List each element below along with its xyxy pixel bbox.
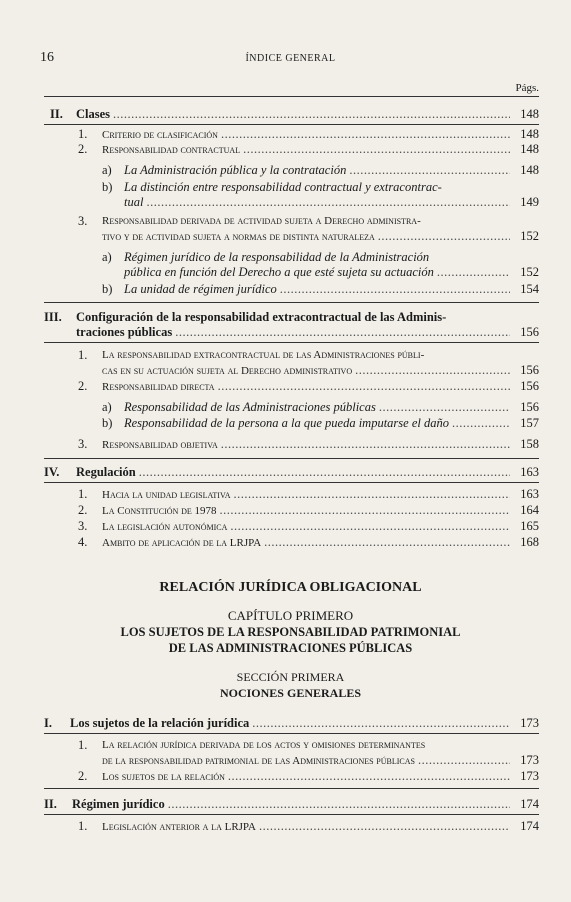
top-rule [44, 96, 539, 97]
toc-entry-III-2a[interactable]: a) Responsabilidad de las Administraciones públicas ..... 156 [102, 400, 539, 415]
toc-entry-I-2[interactable]: 2. Los sujetos de la relación ..... 173 [78, 769, 539, 785]
running-title: ÍNDICE GENERAL [245, 53, 336, 64]
section-rule [44, 733, 539, 734]
toc-entry-IV-4[interactable]: 4. Ambito de aplicación de la LRJPA ..... 168 [78, 535, 539, 551]
toc-entry-IV[interactable]: IV. Regulación ..... 163 [44, 465, 539, 480]
section-rule [44, 788, 539, 789]
toc-entry-II[interactable]: II. Clases ..... 148 [50, 107, 539, 122]
toc-entry-II-regimen[interactable]: II. Régimen jurídico ..... 174 [44, 797, 539, 812]
section-heading: SECCIÓN PRIMERA [236, 670, 345, 684]
toc-entry-III-3[interactable]: 3. Responsabilidad objetiva ..... 158 [78, 437, 539, 453]
section-rule [44, 342, 539, 343]
section-rule [44, 458, 539, 459]
toc-entry-IV-1[interactable]: 1. Hacia la unidad legislativa ..... 163 [78, 487, 539, 503]
toc-entry-II-3a[interactable]: a) Régimen jurídico de la responsabilidad de la Administración pública en función del Derecho a que esté sujeta su actuación ..... 152 [102, 250, 539, 280]
section-rule [44, 302, 539, 303]
toc-entry-II-1[interactable]: 1. Criterio de clasificación ..... 148 [78, 127, 539, 143]
toc-entry-III-2[interactable]: 2. Responsabilidad directa ..... 156 [78, 379, 539, 395]
toc-entry-II-3b[interactable]: b) La unidad de régimen jurídico ..... 154 [102, 282, 539, 297]
section-title: NOCIONES GENERALES [219, 686, 362, 700]
page-number: 16 [40, 50, 54, 65]
section-rule [44, 124, 539, 125]
chapter-title-line2: DE LAS ADMINISTRACIONES PÚBLICAS [168, 641, 413, 655]
chapter-heading: CAPÍTULO PRIMERO [227, 608, 354, 623]
part-heading: RELACIÓN JURÍDICA OBLIGACIONAL [159, 580, 422, 595]
toc-entry-III-1[interactable]: 1. La responsabilidad extracontractual de las Administraciones públi- cas en su actuación sujeta al Derecho administrativo ..... 156 [78, 348, 539, 379]
toc-entry-I[interactable]: I. Los sujetos de la relación jurídica ..... 173 [44, 716, 539, 731]
toc-entry-II-3[interactable]: 3. Responsabilidad derivada de actividad sujeta a Derecho administra- tivo y de actividad sujeta a normas de distinta naturaleza ..... 152 [78, 214, 539, 245]
chapter-title-line1: LOS SUJETOS DE LA RESPONSABILIDAD PATRIMONIAL [120, 625, 461, 639]
section-rule [44, 482, 539, 483]
toc-entry-II-2[interactable]: 2. Responsabilidad contractual ..... 148 [78, 142, 539, 158]
toc-entry-I-1[interactable]: 1. La relación jurídica derivada de los actos y omisiones determinantes de la responsabilidad patrimonial de las Administraciones públicas ..... 173 [78, 738, 539, 769]
pags-label: Págs. [515, 82, 539, 94]
toc-entry-IV-3[interactable]: 3. La legislación autonómica ..... 165 [78, 519, 539, 535]
toc-entry-II-2a[interactable]: a) La Administración pública y la contratación ..... 148 [102, 163, 539, 178]
section-rule [44, 814, 539, 815]
toc-entry-II-2b[interactable]: b) La distinción entre responsabilidad contractual y extracontrac- tual ..... 149 [102, 180, 539, 210]
toc-entry-II-regimen-1[interactable]: 1. Legislación anterior a la LRJPA ..... 174 [78, 819, 539, 835]
toc-entry-III-2b[interactable]: b) Responsabilidad de la persona a la que pueda imputarse el daño ..... 157 [102, 416, 539, 431]
toc-entry-III[interactable]: III. Configuración de la responsabilidad extracontractual de las Adminis- traciones públicas ..... 156 [44, 310, 539, 340]
toc-entry-IV-2[interactable]: 2. La Constitución de 1978 ..... 164 [78, 503, 539, 519]
page-header [40, 50, 541, 66]
